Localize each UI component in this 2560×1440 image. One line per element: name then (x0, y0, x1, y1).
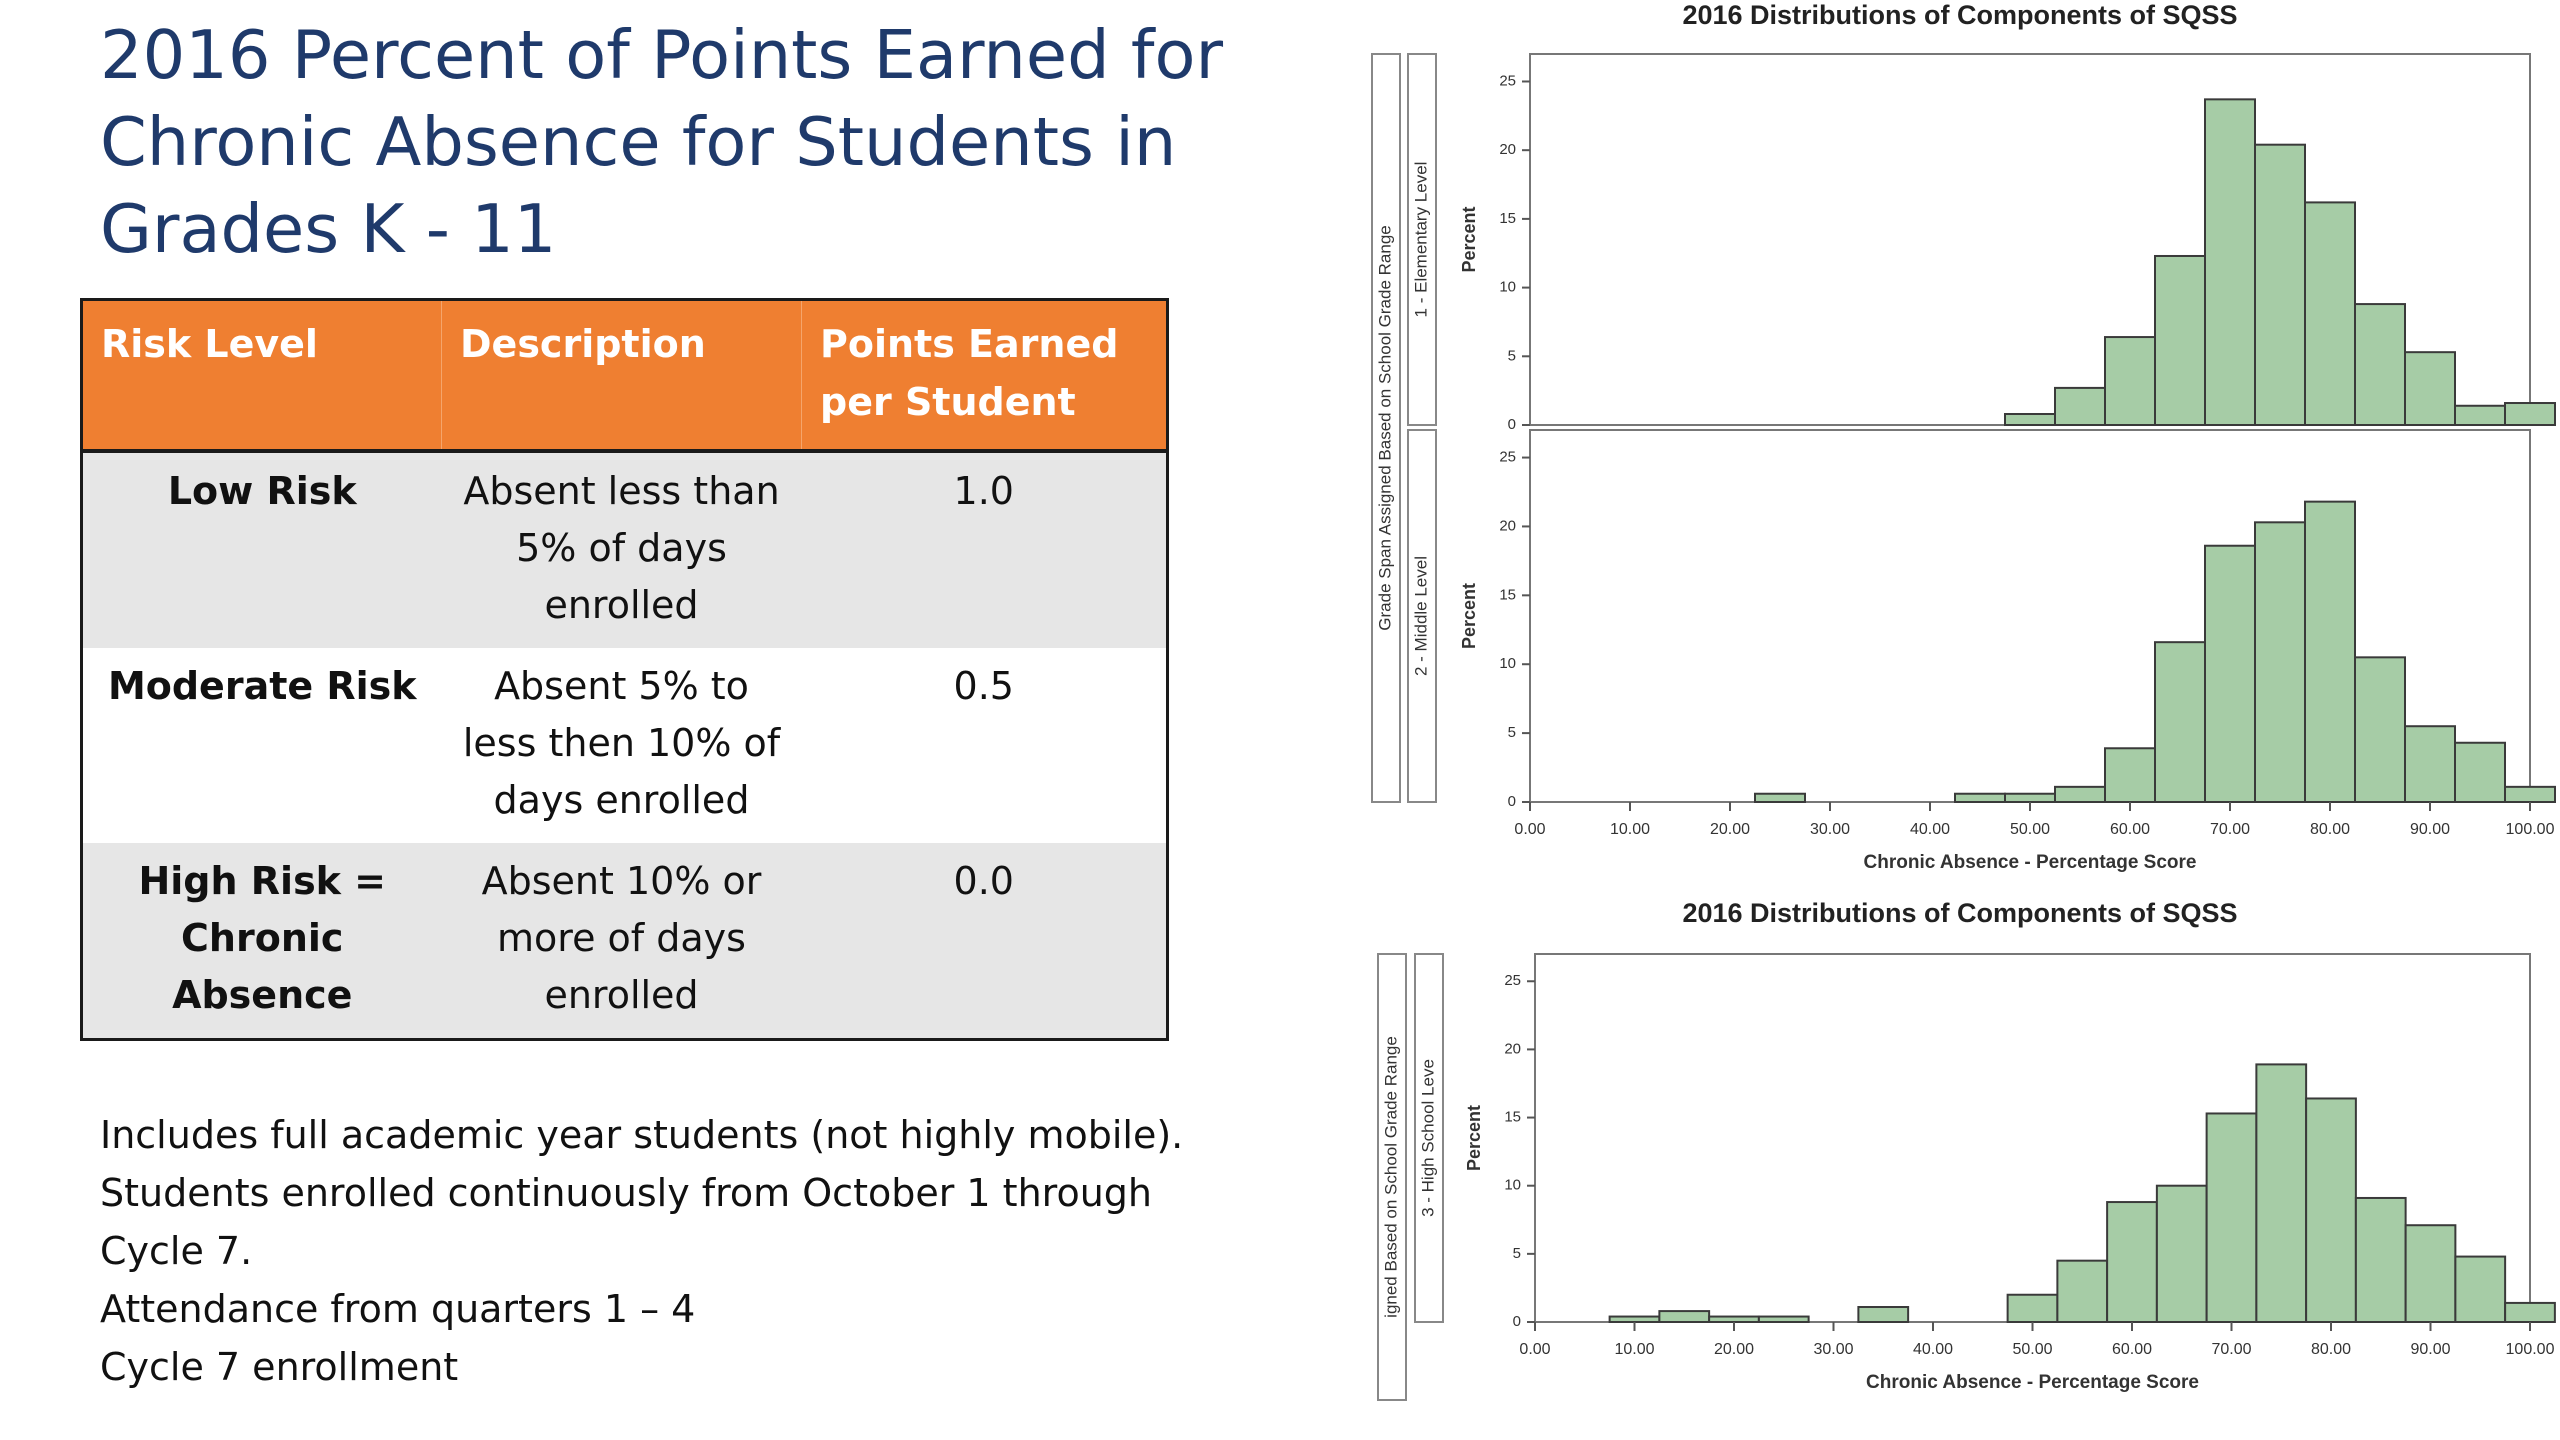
y-tick-label: 20 (1499, 141, 1516, 159)
panel-strip-label: 1 - Elementary Level (1411, 161, 1431, 318)
y-axis-label: Percent (1463, 1104, 1484, 1172)
x-tick-label: 30.00 (1809, 821, 1851, 838)
histogram-bar (2355, 657, 2405, 802)
header-risk-level: Risk Level (82, 300, 442, 452)
histogram-bar (2157, 1186, 2207, 1322)
description-cell: Absent less than 5% of days enrolled (442, 451, 802, 648)
y-tick-label: 10 (1504, 1176, 1521, 1194)
histogram-bar (2155, 642, 2205, 802)
x-tick-label: 40.00 (1912, 1341, 1954, 1358)
histogram-bar (1709, 1317, 1759, 1322)
y-tick-label: 0 (1507, 415, 1516, 433)
note-line: Includes full academic year students (not highly mobile). (100, 1113, 1184, 1157)
description-cell: Absent 10% or more of days enrolled (442, 843, 802, 1040)
histogram-bar (2205, 546, 2255, 802)
y-tick-label: 15 (1499, 586, 1516, 604)
histogram-bar (1659, 1311, 1709, 1322)
histogram-bar (2455, 743, 2505, 802)
histogram-bar (2055, 787, 2105, 802)
header-description: Description (442, 300, 802, 452)
histogram-bar (2406, 1225, 2456, 1322)
risk-level-cell: Low Risk (82, 451, 442, 648)
x-tick-label: 100.00 (2505, 821, 2555, 838)
histogram-bar (2356, 1198, 2406, 1322)
histogram-bar (1610, 1317, 1660, 1322)
x-tick-label: 70.00 (2211, 1341, 2252, 1358)
y-tick-label: 25 (1504, 972, 1521, 990)
table-row (82, 451, 1168, 648)
x-tick-label: 10.00 (1609, 821, 1651, 838)
y-tick-label: 15 (1504, 1108, 1521, 1126)
histogram-bar (2306, 1098, 2356, 1322)
histogram-bar (2455, 406, 2505, 425)
risk-level-cell: High Risk = Chronic Absence (82, 843, 442, 1040)
panel-strip-label: 2 - Middle Level (1411, 555, 1431, 677)
histogram-bar (2505, 787, 2555, 802)
y-tick-label: 0 (1507, 792, 1516, 810)
x-tick-label: 30.00 (1813, 1341, 1854, 1358)
note-line: Cycle 7 enrollment (100, 1345, 459, 1389)
x-tick-label: 10.00 (1614, 1341, 1655, 1358)
x-axis-label: Chronic Absence - Percentage Score (1866, 1372, 2199, 1393)
y-tick-label: 10 (1499, 655, 1516, 673)
histogram-bar (2455, 1257, 2505, 1322)
histogram-bar (2405, 352, 2455, 425)
note-line: Students enrolled continuously from October 1 through Cycle 7. (100, 1171, 1152, 1273)
histogram-bar (2355, 304, 2405, 425)
histogram-bar (2005, 794, 2055, 802)
x-tick-label: 90.00 (2410, 1341, 2451, 1358)
y-tick-label: 0 (1512, 1312, 1521, 1330)
y-axis-label: Percent (1458, 206, 1479, 273)
x-tick-label: 80.00 (2310, 1341, 2352, 1358)
histogram-bar (2207, 1113, 2257, 1322)
x-tick-label: 0.00 (1519, 1341, 1551, 1358)
x-tick-label: 40.00 (1909, 821, 1951, 838)
histogram-bar (1858, 1307, 1908, 1322)
histogram-bar (2505, 403, 2555, 425)
note-line: Attendance from quarters 1 – 4 (100, 1287, 696, 1331)
risk-level-cell: Moderate Risk (107, 664, 417, 708)
x-tick-label: 20.00 (1709, 821, 1751, 838)
y-tick-label: 20 (1504, 1040, 1521, 1058)
histogram-bar (1759, 1317, 1809, 1322)
y-tick-label: 5 (1507, 724, 1516, 742)
x-tick-label: 20.00 (1713, 1341, 1755, 1358)
description-cell: Absent 5% to less then 10% of days enrolled (462, 664, 781, 822)
y-axis-label: Percent (1458, 582, 1479, 650)
table-row (82, 648, 1168, 843)
panel-strip-label: 3 - High School Leve (1418, 1059, 1438, 1217)
y-tick-label: 10 (1499, 278, 1516, 296)
histogram-bar (2405, 726, 2455, 802)
y-tick-label: 20 (1499, 517, 1516, 535)
histogram-bar (2057, 1261, 2107, 1322)
x-tick-label: 50.00 (2012, 1341, 2053, 1358)
table-header-row (82, 300, 1168, 452)
histogram-figure-top (1360, 40, 2560, 910)
histogram-bar (2255, 145, 2305, 425)
points-cell: 0.0 (802, 843, 1168, 1040)
outer-strip-label: Grade Span Assigned Based on School Grade Range (1375, 225, 1395, 631)
x-tick-label: 80.00 (2309, 821, 2351, 838)
histogram-bar (2008, 1295, 2058, 1322)
histogram-bar (2505, 1303, 2555, 1322)
histogram-bar (1755, 794, 1805, 802)
y-tick-label: 25 (1499, 72, 1516, 90)
points-cell: 1.0 (802, 451, 1168, 648)
y-tick-label: 15 (1499, 209, 1516, 227)
histogram-bar (2205, 99, 2255, 425)
x-tick-label: 100.00 (2505, 1341, 2555, 1358)
histogram-bar (2305, 502, 2355, 802)
histogram-bar (2105, 748, 2155, 802)
x-axis-label: Chronic Absence - Percentage Score (1863, 852, 2197, 873)
y-tick-label: 5 (1512, 1244, 1521, 1262)
histogram-bar (2305, 202, 2355, 425)
x-tick-label: 60.00 (2109, 821, 2151, 838)
histogram-bar (1955, 794, 2005, 802)
x-tick-label: 90.00 (2409, 821, 2451, 838)
risk-level-table (80, 298, 1169, 1041)
histogram-figure-bottom (1360, 940, 2560, 1420)
x-tick-label: 60.00 (2111, 1341, 2153, 1358)
chart-title-top: 2016 Distributions of Components of SQSS (1682, 0, 2238, 30)
histogram-bar (2105, 337, 2155, 425)
x-tick-label: 50.00 (2009, 821, 2051, 838)
table-row (82, 843, 1168, 1040)
header-points-earned: Points Earned per Student (802, 300, 1168, 452)
histogram-bar (2107, 1202, 2157, 1322)
x-tick-label: 0.00 (1514, 821, 1546, 838)
histogram-bar (2005, 414, 2055, 425)
chart-title-bottom: 2016 Distributions of Components of SQSS (1682, 898, 2238, 928)
histogram-bar (2256, 1064, 2306, 1322)
x-tick-label: 70.00 (2209, 821, 2251, 838)
notes-block (100, 1106, 1250, 1396)
histogram-bar (2055, 388, 2105, 425)
outer-strip-label: igned Based on School Grade Range (1381, 1036, 1401, 1318)
y-tick-label: 25 (1499, 448, 1516, 466)
histogram-bar (2155, 256, 2205, 425)
page-title: 2016 Percent of Points Earned for Chronic Absence for Students in Grades K - 11 (100, 16, 1224, 268)
points-cell: 0.5 (953, 664, 1014, 708)
histogram-bar (2255, 522, 2305, 802)
y-tick-label: 5 (1507, 347, 1516, 365)
